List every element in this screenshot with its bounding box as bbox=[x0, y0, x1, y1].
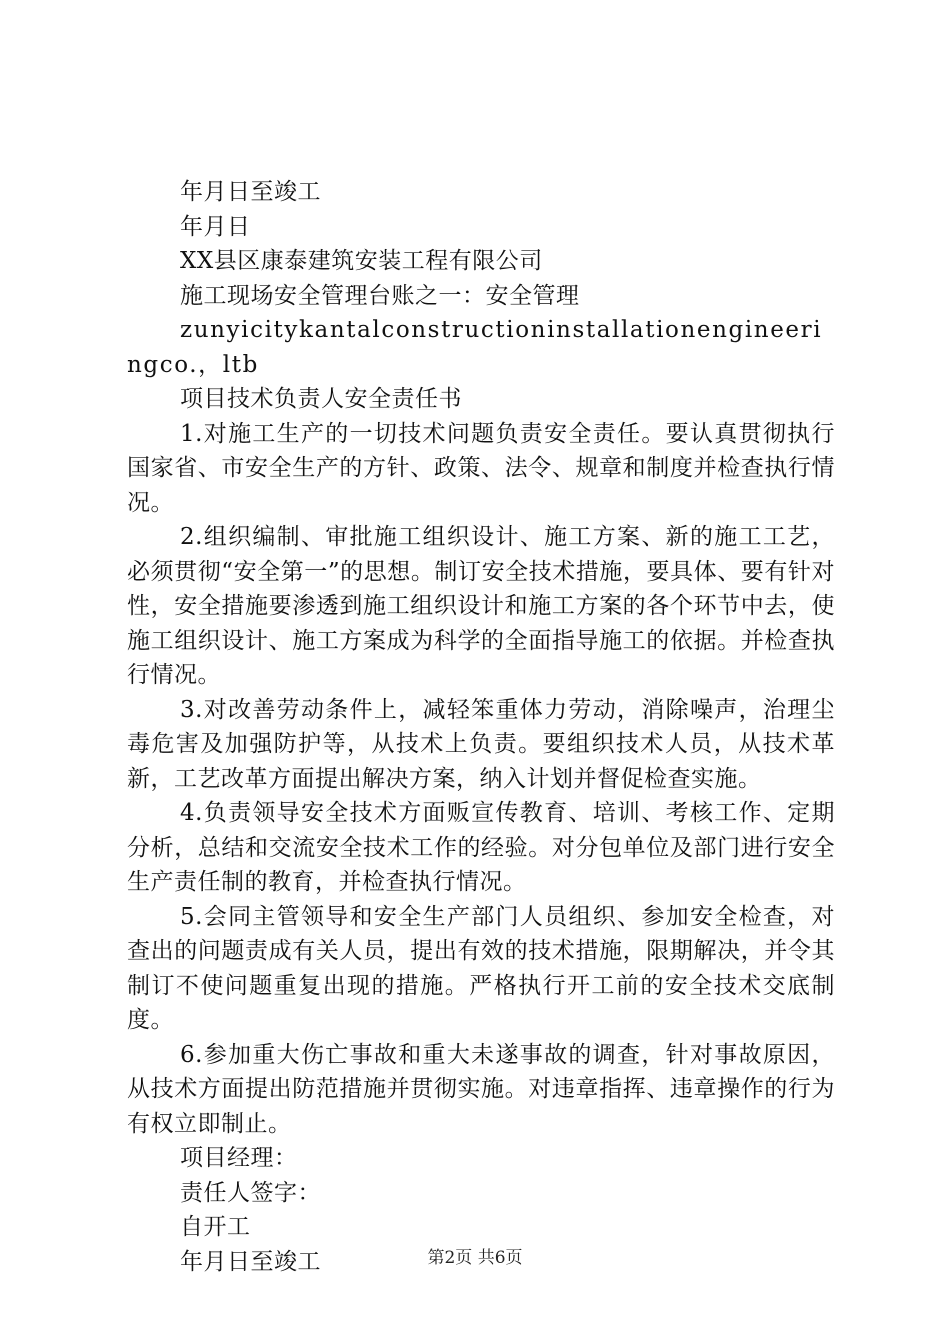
end-date-line: 年月日至竣工 bbox=[180, 1248, 321, 1275]
responsibility-item-4: 4.负责领导安全技术方面贩宣传教育、培训、考核工作、定期分析，总结和交流安全技术工作的经验。对分包单位及部门进行安全生产责任制的教育，并检查执行情况。 bbox=[127, 800, 835, 895]
document-heading: 项目技术负责人安全责任书 bbox=[180, 386, 462, 412]
ledger-title: 施工现场安全管理台账之一：安全管理 bbox=[180, 282, 580, 309]
date-line: 年月日至竣工 bbox=[180, 179, 321, 205]
date-line-short: 年月日 bbox=[180, 213, 251, 240]
document-body bbox=[127, 175, 835, 1279]
signature-label: 责任人签字： bbox=[180, 1179, 321, 1206]
responsibility-item-5: 5.会同主管领导和安全生产部门人员组织、参加安全检查，对查出的问题责成有关人员，提出有效的技术措施，限期解决，并令其制订不使问题重复出现的措施。严格执行开工前的安全技术交底制度。 bbox=[127, 903, 835, 1033]
company-name: XX县区康泰建筑安装工程有限公司 bbox=[180, 248, 543, 274]
responsibility-item-2: 2.组织编制、审批施工组织设计、施工方案、新的施工工艺，必须贯彻“安全第一”的思想。制订安全技术措施，要具体、要有针对性，安全措施要渗透到施工组织设计和施工方案的各个环节中去，使施工组织设计、施工方案成为科学的全面指导施工的依据。并检查执行情况。 bbox=[127, 524, 835, 688]
start-date-line: 自开工 bbox=[180, 1214, 251, 1240]
company-english-name: zunyicitykantalconstructioninstallationengineeringco.，ltb bbox=[127, 317, 823, 378]
responsibility-item-6: 6.参加重大伤亡事故和重大未遂事故的调查，针对事故原因，从技术方面提出防范措施并贯彻实施。对违章指挥、违章操作的行为有权立即制止。 bbox=[127, 1041, 835, 1137]
responsibility-item-3: 3.对改善劳动条件上，减轻笨重体力劳动，消除噪声，治理尘毒危害及加强防护等，从技术上负责。要组织技术人员，从技术革新，工艺改革方面提出解决方案，纳入计划并督促检查实施。 bbox=[127, 696, 835, 792]
project-manager-label: 项目经理： bbox=[180, 1145, 298, 1171]
page-number: 第2页 共6页 bbox=[427, 1248, 523, 1268]
responsibility-item-1: 1.对施工生产的一切技术问题负责安全责任。要认真贯彻执行国家省、市安全生产的方针、政策、法令、规章和制度并检查执行情况。 bbox=[127, 420, 835, 516]
